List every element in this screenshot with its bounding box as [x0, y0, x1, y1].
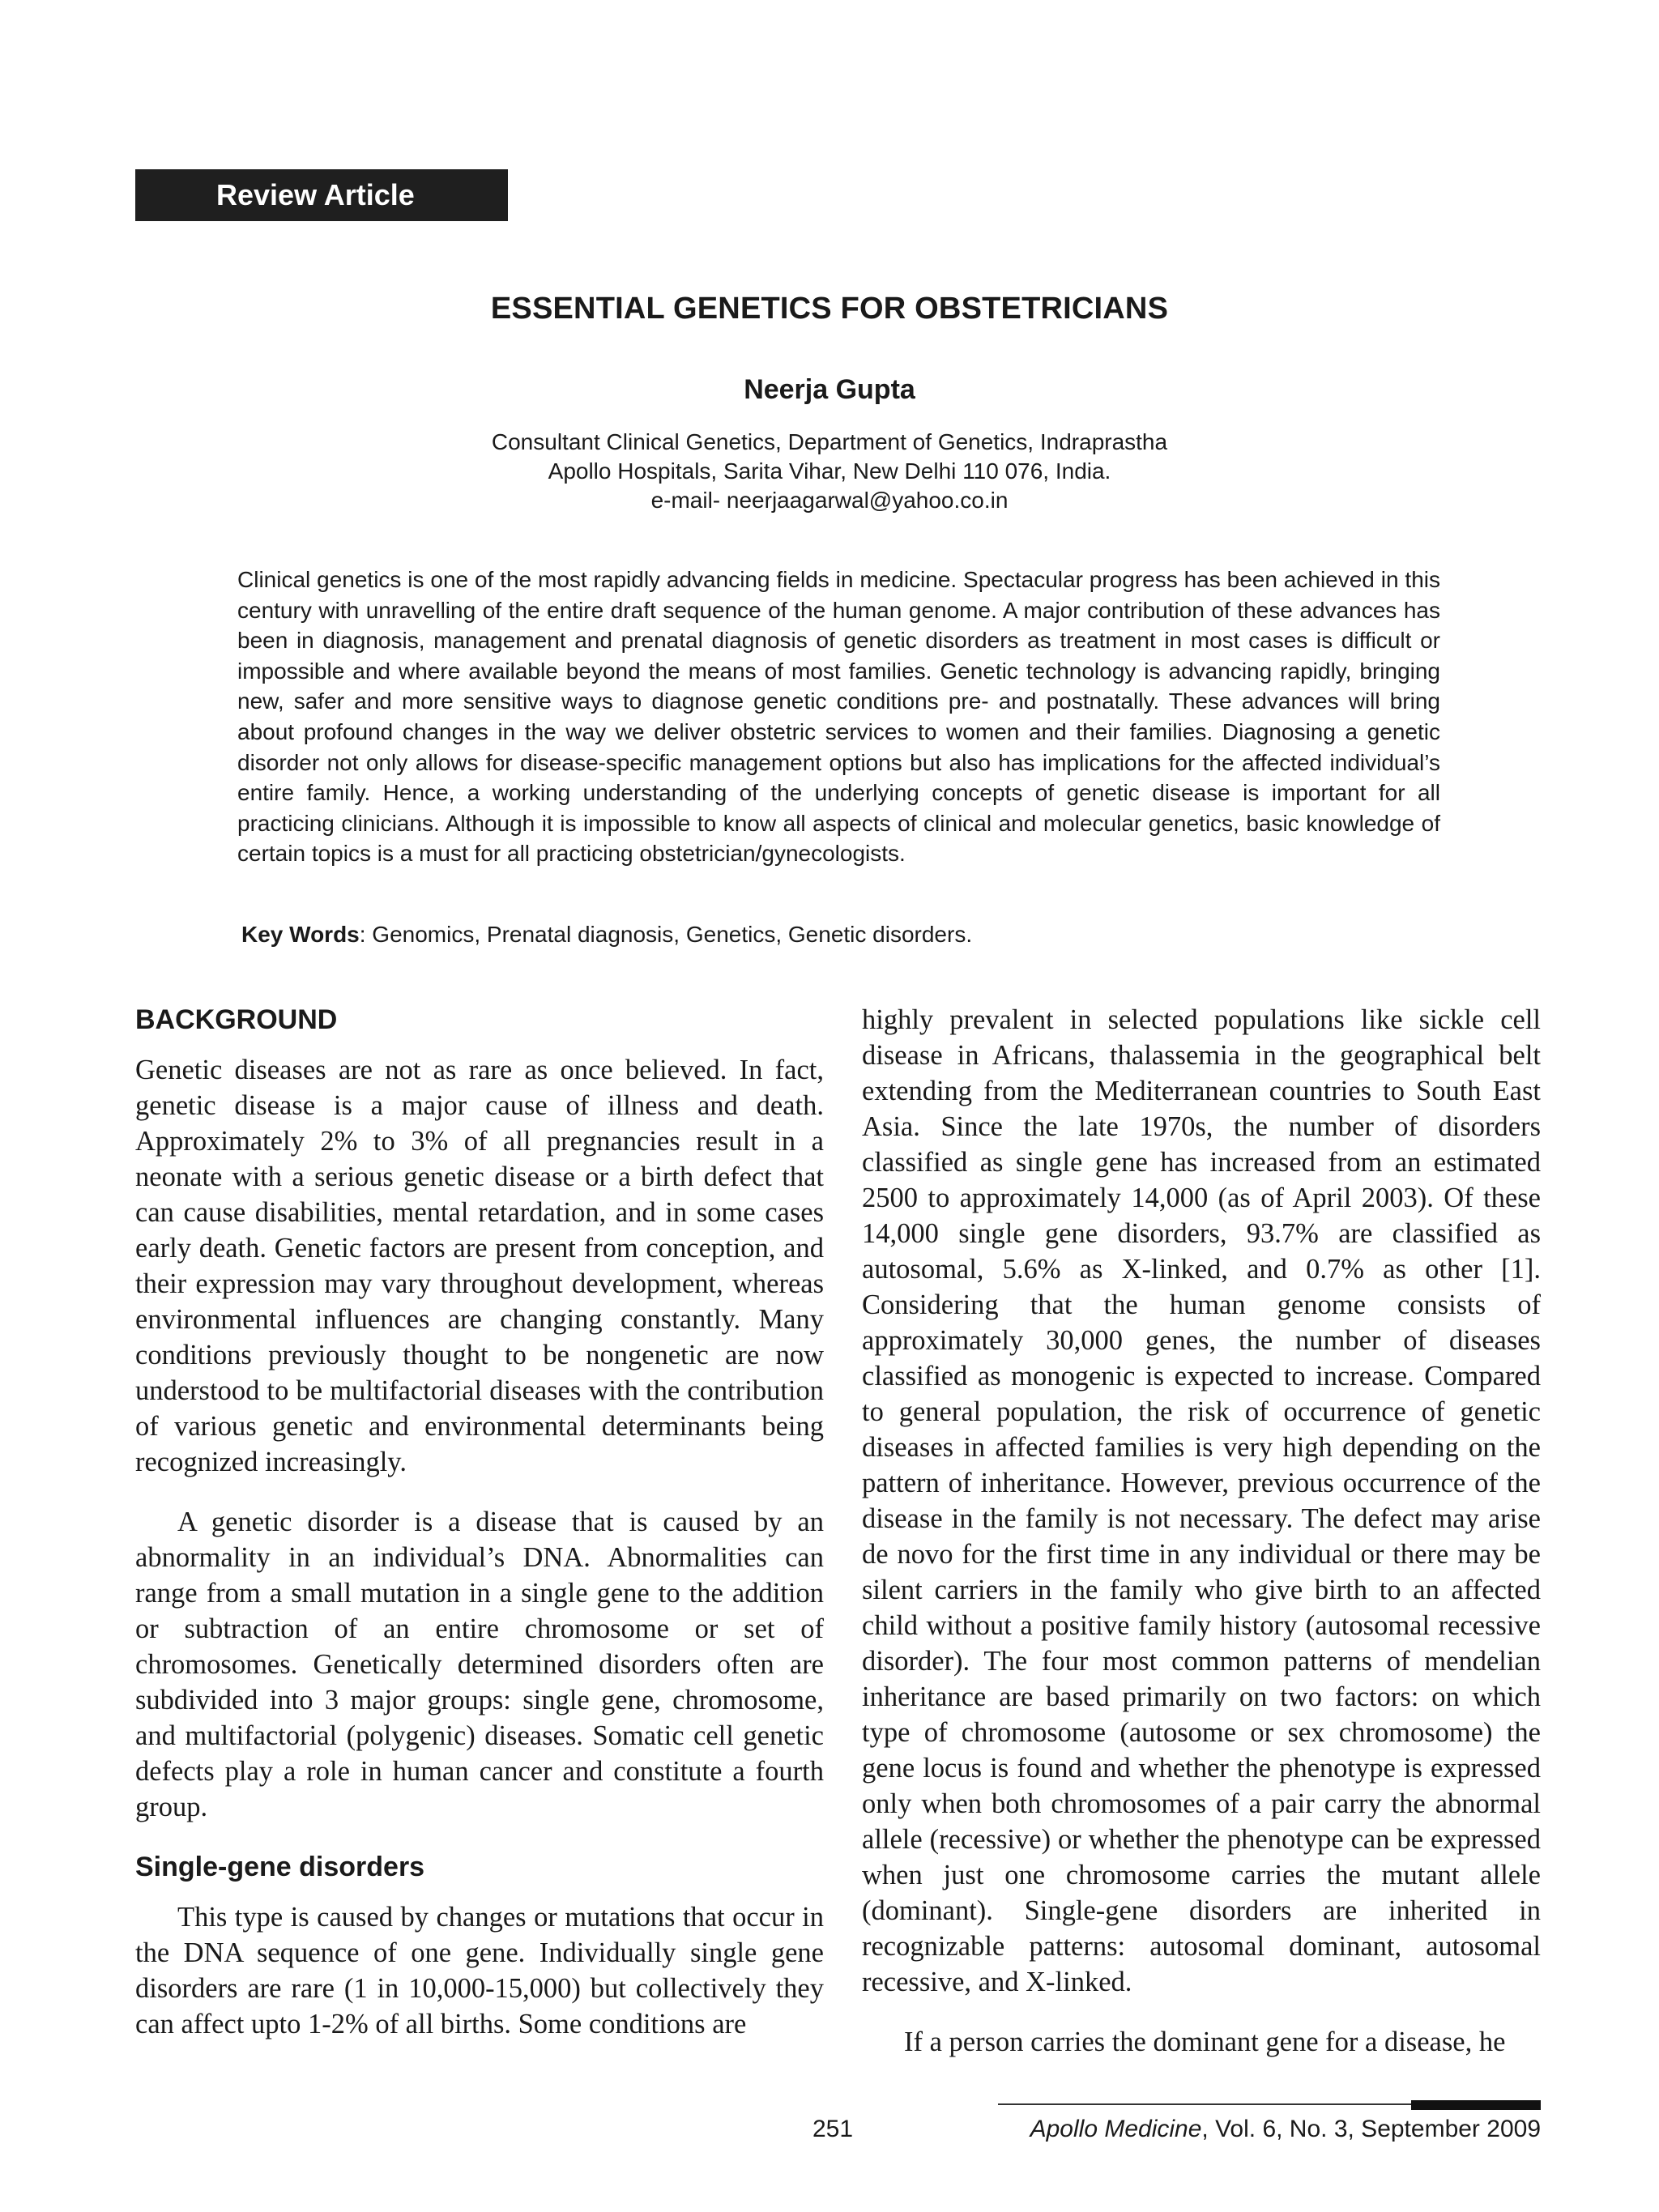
- body-paragraph: This type is caused by changes or mutations that occur in the DNA sequence of one gene. Individually single gene disorders are rare (1 in 10,000-15,000) but collectively they can affect upto 1-2% of all births. Some conditions are: [135, 1902, 824, 2039]
- footer-accent-bar: [1411, 2100, 1541, 2110]
- journal-details: , Vol. 6, No. 3, September 2009: [1201, 2116, 1541, 2142]
- affiliation-line-1: Consultant Clinical Genetics, Department of Genetics, Indraprastha: [491, 429, 1168, 454]
- article-title: ESSENTIAL GENETICS FOR OBSTETRICIANS: [490, 292, 1169, 326]
- body-paragraph: highly prevalent in selected populations like sickle cell disease in Africans, thalassemia in the geographical belt extending from the Mediterranean countries to South East Asia. Since the late 1970s, the number of disorders classified as single gene has increased from an estimated 2500 to approximately 14,000 (as of April 2003). Of these 14,000 single gene disorders, 93.7% are classified as autosomal, 5.6% as X-linked, and 0.7% as other [1]. Considering that the human genome consists of approximately 30,000 genes, the number of diseases classified as monogenic is expected to increase. Compared to general population, the risk of occurrence of genetic diseases in affected families is very high depending on the pattern of inheritance. However, previous occurrence of the disease in the family is not necessary. The defect may arise de novo for the first time in any individual or there may be silent carriers in the family who give birth to an affected child without a positive family history (autosomal recessive disorder). The four most common patterns of mendelian inheritance are based primarily on two factors: on which type of chromosome (autosome or sex chromosome) the gene locus is found and whether the phenotype is expressed only when both chromosomes of a pair carry the abnormal allele (recessive) or whether the phenotype can be expressed when just one chromosome carries the mutant allele (dominant). Single-gene disorders are inherited in recognizable patterns: autosomal dominant, autosomal recessive, and X-linked.: [862, 1004, 1541, 1997]
- author-name: Neerja Gupta: [744, 374, 915, 405]
- abstract: Clinical genetics is one of the most rapidly advancing fields in medicine. Spectacular progress has been achieved in this century with unravelling of the entire draft sequence of the human genome. A major contribution of these advances has been in diagnosis, management and prenatal diagnosis of genetic disorders as treatment in most cases is difficult or impossible and where available beyond the means of most families. Genetic technology is advancing rapidly, bringing new, safer and more sensitive ways to diagnose genetic conditions pre- and postnatally. These advances will bring about profound changes in the way we deliver obstetric services to women and their families. Diagnosing a genetic disorder not only allows for disease-specific management options but also has implications for the affected individual’s entire family. Hence, a working understanding of the underlying concepts of genetic disease is important for all practicing clinicians. Although it is impossible to know all aspects of clinical and molecular genetics, basic knowledge of certain topics is a must for all practicing obstetrician/gynecologists.: [237, 567, 1440, 867]
- body-paragraph: Genetic diseases are not as rare as once believed. In fact, genetic disease is a major cause of illness and death. Approximately 2% to 3% of all pregnancies result in a neonate with a serious genetic disease or a birth defect that can cause disabilities, mental retardation, and in some cases early death. Genetic factors are present from conception, and their expression may vary throughout development, whereas environmental influences are changing constantly. Many conditions previously thought to be nongenetic are now understood to be multifactorial diseases with the contribution of various genetic and environmental determinants being recognized increasingly.: [135, 1055, 824, 1477]
- author-email: e-mail- neerjaagarwal@yahoo.co.in: [650, 488, 1009, 513]
- right-column: [862, 1002, 1541, 2060]
- body-paragraph: A genetic disorder is a disease that is caused by an abnormality in an individual’s DNA. Abnormalities can range from a small mutation in a single gene to the addition or subtraction of an entire chromosome or set of chromosomes. Genetically determined disorders often are subdivided into 3 major groups: single gene, chromosome, and multifactorial (polygenic) diseases. Somatic cell genetic defects play a role in human cancer and constitute a fourth group.: [135, 1507, 824, 1822]
- journal-citation: [1030, 2116, 1541, 2143]
- section-heading-background: BACKGROUND: [135, 1004, 338, 1035]
- page-number: 251: [812, 2116, 854, 2142]
- keywords-label: Key Words: [241, 922, 360, 947]
- subheading-single-gene-disorders: Single-gene disorders: [135, 1852, 425, 1882]
- keywords: [241, 920, 1440, 949]
- affiliation-line-2: Apollo Hospitals, Sarita Vihar, New Delhi 110 076, India.: [548, 458, 1111, 484]
- left-column: [135, 1002, 824, 2042]
- keywords-text: : Genomics, Prenatal diagnosis, Genetics, Genetic disorders.: [359, 922, 973, 947]
- section-label: Review Article: [135, 169, 508, 221]
- journal-name: Apollo Medicine: [1030, 2116, 1202, 2142]
- body-paragraph: If a person carries the dominant gene for a disease, he: [904, 2027, 1506, 2057]
